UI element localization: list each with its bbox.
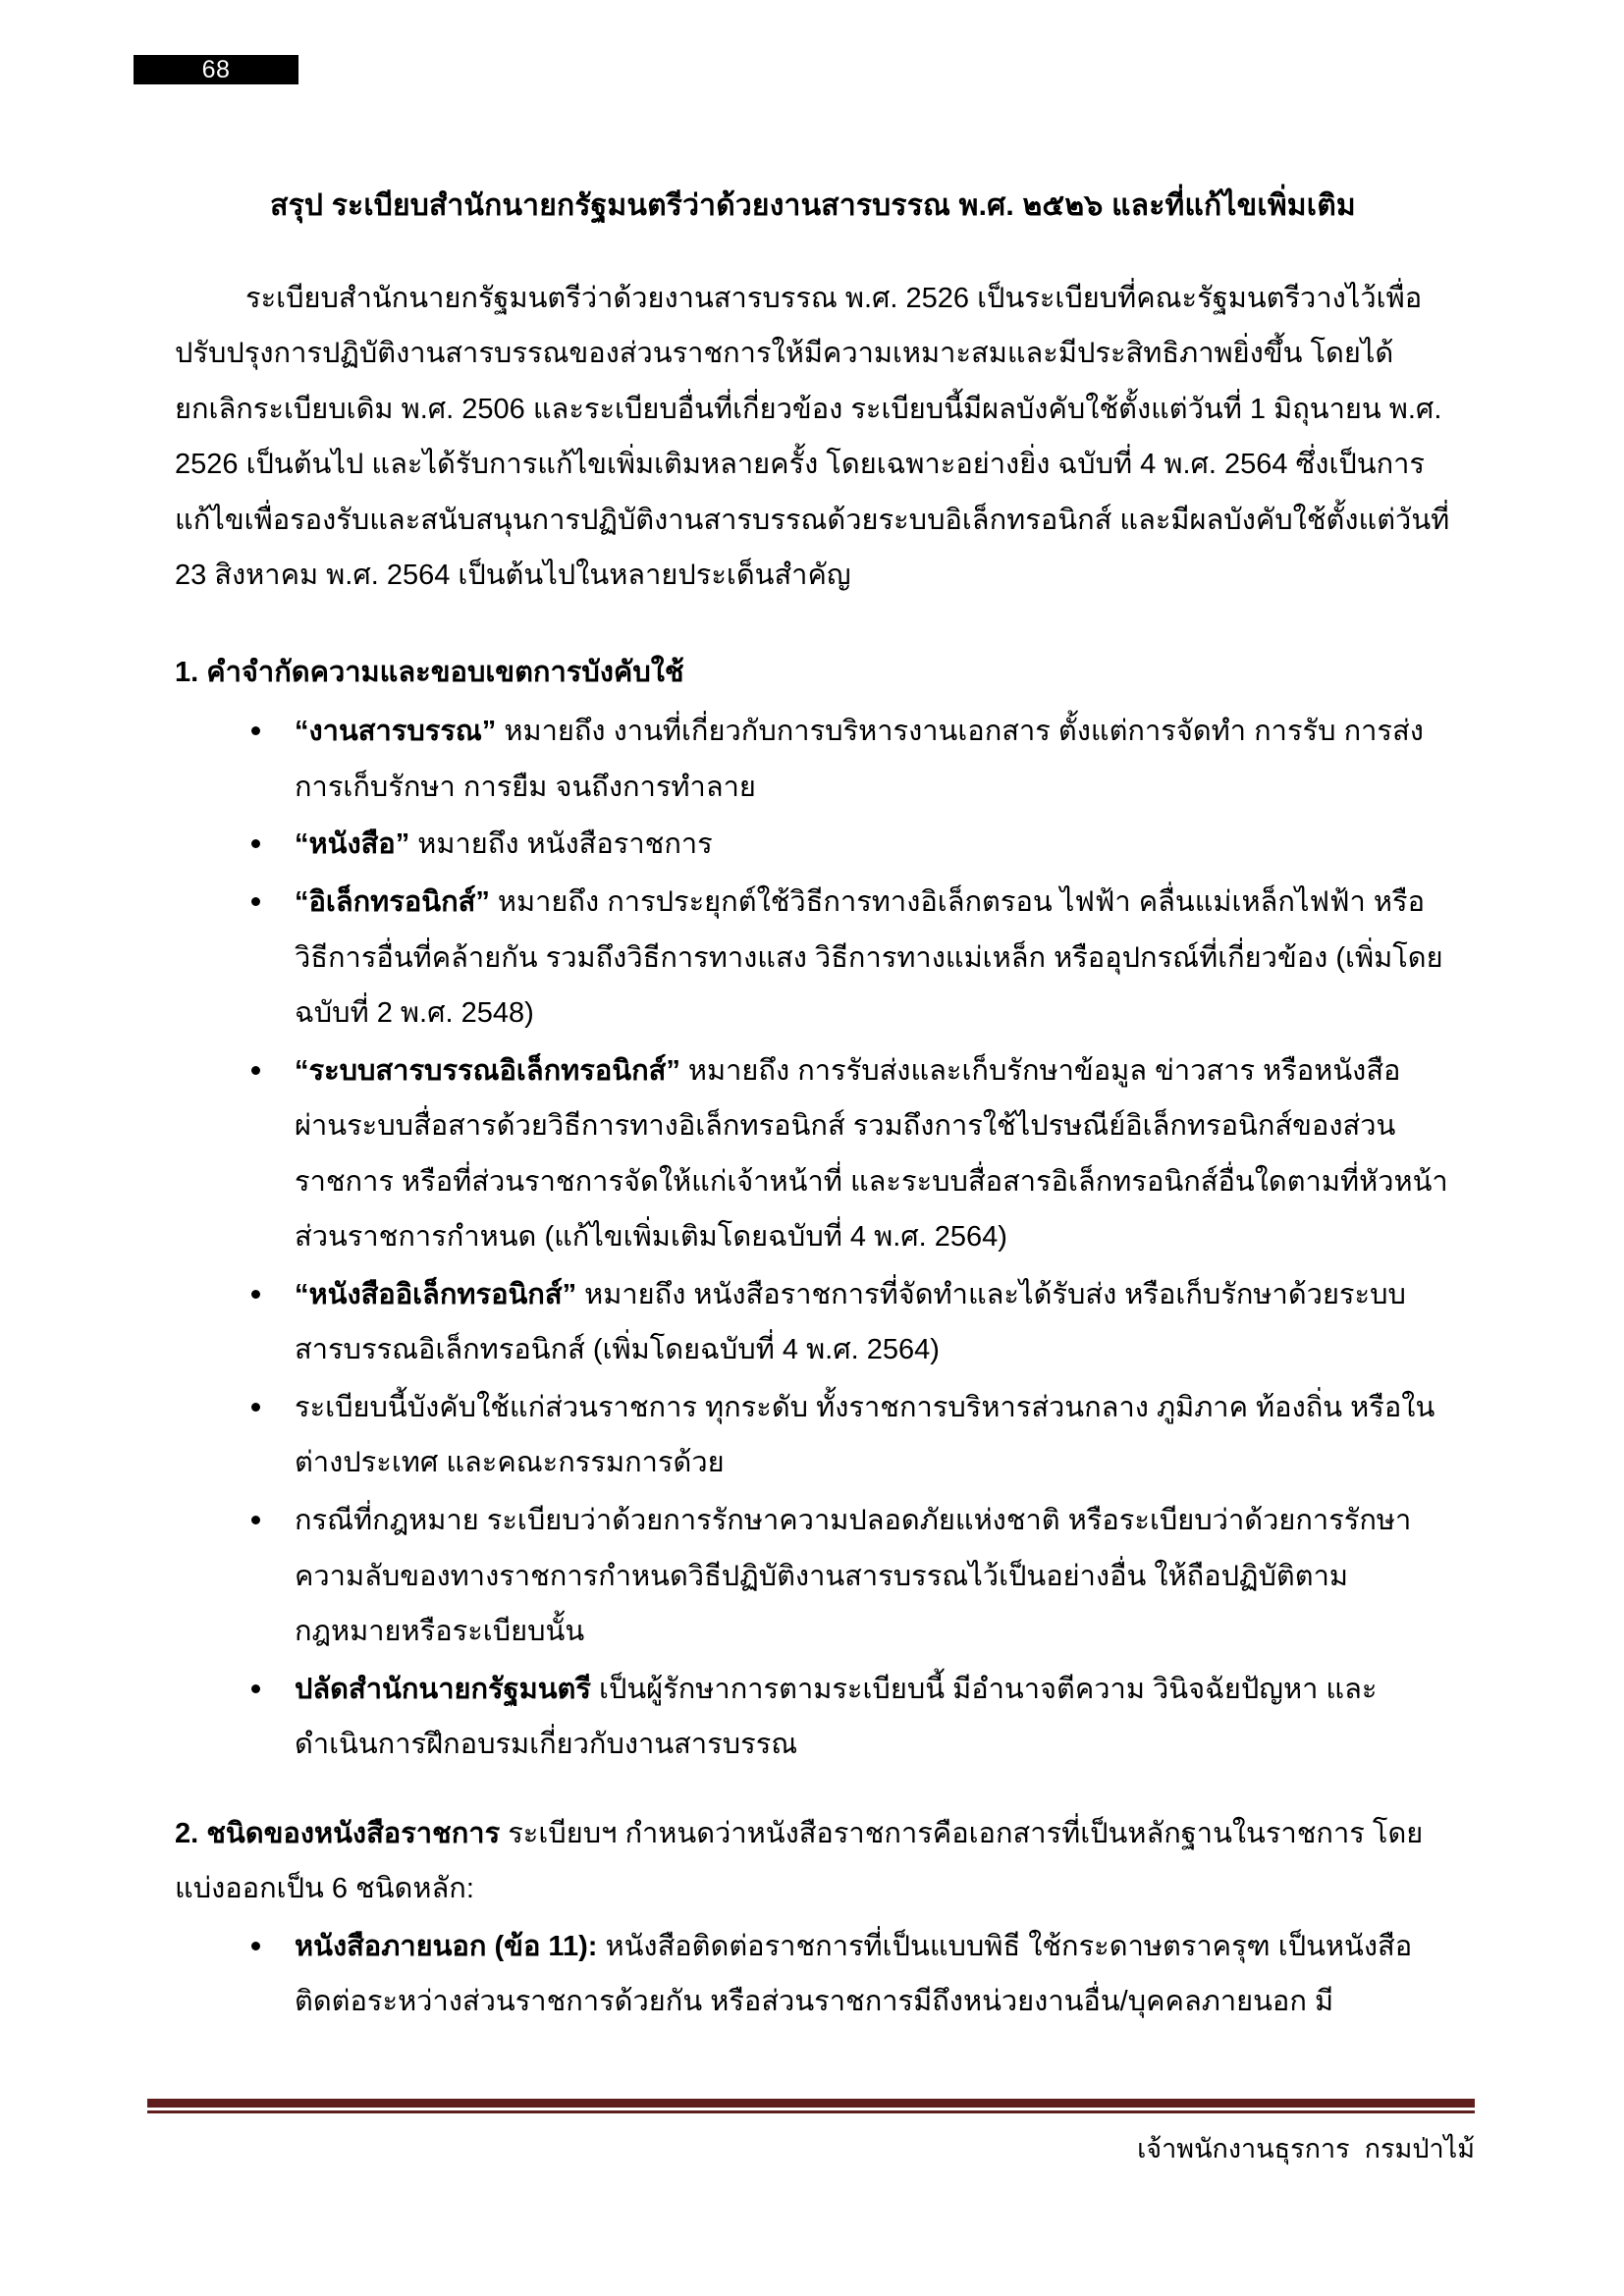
page-number-badge: 68: [134, 55, 298, 84]
list-item-lead: หนังสือภายนอก (ข้อ 11):: [295, 1930, 598, 1962]
section-2-heading: [175, 1806, 1451, 1917]
list-item: [175, 704, 1451, 815]
document-title: สรุป ระเบียบสำนักนายกรัฐมนตรีว่าด้วยงานสารบรรณ พ.ศ. ๒๕๒๖ และที่แก้ไขเพิ่มเติม: [270, 189, 1356, 222]
list-item-lead: “งานสารบรรณ”: [295, 716, 497, 748]
list-item-text: หมายถึง หนังสือราชการ: [409, 828, 713, 861]
document-body: [175, 185, 1451, 2032]
section-2-bullet-list: [175, 1919, 1451, 2030]
section-1-bullet-list: [175, 704, 1451, 1772]
list-item-text: หนังสือติดต่อราชการที่เป็นแบบพิธี ใช้กระดาษตราครุฑ เป็นหนังสือติดต่อระหว่างส่วนราชการด้วยกัน หรือส่วนราชการมีถึงหน่วยงานอื่น/บุคคลภายนอก มี: [295, 1930, 1413, 2018]
list-item: [175, 1919, 1451, 2030]
footer-divider-thin-line: [147, 2110, 1475, 2113]
list-item: [175, 875, 1451, 1041]
section-2-heading-text: ระเบียบฯ กำหนดว่าหนังสือราชการคือเอกสารที่เป็นหลักฐานในราชการ โดยแบ่งออกเป็น 6 ชนิดหลัก:: [175, 1817, 1424, 1905]
list-item-lead: “อิเล็กทรอนิกส์”: [295, 885, 490, 918]
list-item-text: หมายถึง หนังสือราชการที่จัดทำและได้รับส่ง หรือเก็บรักษาด้วยระบบสารบรรณอิเล็กทรอนิกส์ (เพิ่มโดยฉบับที่ 4 พ.ศ. 2564): [295, 1278, 1406, 1366]
list-item: [175, 817, 1451, 873]
footer-divider: [147, 2099, 1475, 2113]
list-item-lead: ปลัดสำนักนายกรัฐมนตรี: [295, 1673, 591, 1705]
list-item-lead: “หนังสือ”: [295, 828, 410, 861]
list-item-text: หมายถึง การประยุกต์ใช้วิธีการทางอิเล็กตรอน ไฟฟ้า คลื่นแม่เหล็กไฟฟ้า หรือวิธีการอื่นที่คล้ายกัน รวมถึงวิธีการทางแสง วิธีการทางแม่เหล็ก หรืออุปกรณ์ที่เกี่ยวข้อง (เพิ่มโดยฉบับที่ 2 พ.ศ. 2548): [295, 885, 1443, 1030]
footer-text: เจ้าพนักงานธุรการ กรมป่าไม้: [1137, 2134, 1475, 2163]
footer-divider-thick-line: [147, 2099, 1475, 2108]
list-item-text: ระเบียบนี้บังคับใช้แก่ส่วนราชการ ทุกระดับ ทั้งราชการบริหารส่วนกลาง ภูมิภาค ท้องถิ่น หรือในต่างประเทศ และคณะกรรมการด้วย: [295, 1391, 1435, 1479]
list-item: [175, 1380, 1451, 1491]
list-item-text: หมายถึง การรับส่งและเก็บรักษาข้อมูล ข่าวสาร หรือหนังสือผ่านระบบสื่อสารด้วยวิธีการทางอิเล็กทรอนิกส์ รวมถึงการใช้ไปรษณีย์อิเล็กทรอนิกส์ของส่วนราชการ หรือที่ส่วนราชการจัดให้แก่เจ้าหน้าที่ และระบบสื่อสารอิเล็กทรอนิกส์อื่นใดตามที่หัวหน้าส่วนราชการกำหนด (แก้ไขเพิ่มเติมโดยฉบับที่ 4 พ.ศ. 2564): [295, 1054, 1448, 1254]
list-item-text: หมายถึง งานที่เกี่ยวกับการบริหารงานเอกสาร ตั้งแต่การจัดทำ การรับ การส่ง การเก็บรักษา การยืม จนถึงการทำลาย: [295, 716, 1424, 803]
list-item-lead: “ระบบสารบรรณอิเล็กทรอนิกส์”: [295, 1054, 680, 1087]
list-item-text: เป็นผู้รักษาการตามระเบียบนี้ มีอำนาจตีความ วินิจฉัยปัญหา และดำเนินการฝึกอบรมเกี่ยวกับงานสารบรรณ: [295, 1673, 1378, 1761]
list-item: [175, 1662, 1451, 1773]
section-1-heading: 1. คำจำกัดความและขอบเขตการบังคับใช้: [175, 656, 684, 688]
list-item: [175, 1267, 1451, 1378]
list-item: [175, 1043, 1451, 1265]
section-2-heading-label: 2. ชนิดของหนังสือราชการ: [175, 1817, 501, 1849]
intro-paragraph: ระเบียบสำนักนายกรัฐมนตรีว่าด้วยงานสารบรรณ พ.ศ. 2526 เป็นระเบียบที่คณะรัฐมนตรีวางไว้เพื่อปรับปรุงการปฏิบัติงานสารบรรณของส่วนราชการให้มีความเหมาะสมและมีประสิทธิภาพยิ่งขึ้น โดยได้ยกเลิกระเบียบเดิม พ.ศ. 2506 และระเบียบอื่นที่เกี่ยวข้อง ระเบียบนี้มีผลบังคับใช้ตั้งแต่วันที่ 1 มิถุนายน พ.ศ. 2526 เป็นต้นไป และได้รับการแก้ไขเพิ่มเติมหลายครั้ง โดยเฉพาะอย่างยิ่ง ฉบับที่ 4 พ.ศ. 2564 ซึ่งเป็นการแก้ไขเพื่อรองรับและสนับสนุนการปฏิบัติงานสารบรรณด้วยระบบอิเล็กทรอนิกส์ และมีผลบังคับใช้ตั้งแต่วันที่ 23 สิงหาคม พ.ศ. 2564 เป็นต้นไปในหลายประเด็นสำคัญ: [175, 282, 1450, 592]
list-item-text: กรณีที่กฎหมาย ระเบียบว่าด้วยการรักษาความปลอดภัยแห่งชาติ หรือระเบียบว่าด้วยการรักษาความลับของทางราชการกำหนดวิธีปฏิบัติงานสารบรรณไว้เป็นอย่างอื่น ให้ถือปฏิบัติตามกฎหมายหรือระเบียบนั้น: [295, 1504, 1412, 1648]
list-item: [175, 1493, 1451, 1660]
list-item-lead: “หนังสืออิเล็กทรอนิกส์”: [295, 1278, 577, 1310]
